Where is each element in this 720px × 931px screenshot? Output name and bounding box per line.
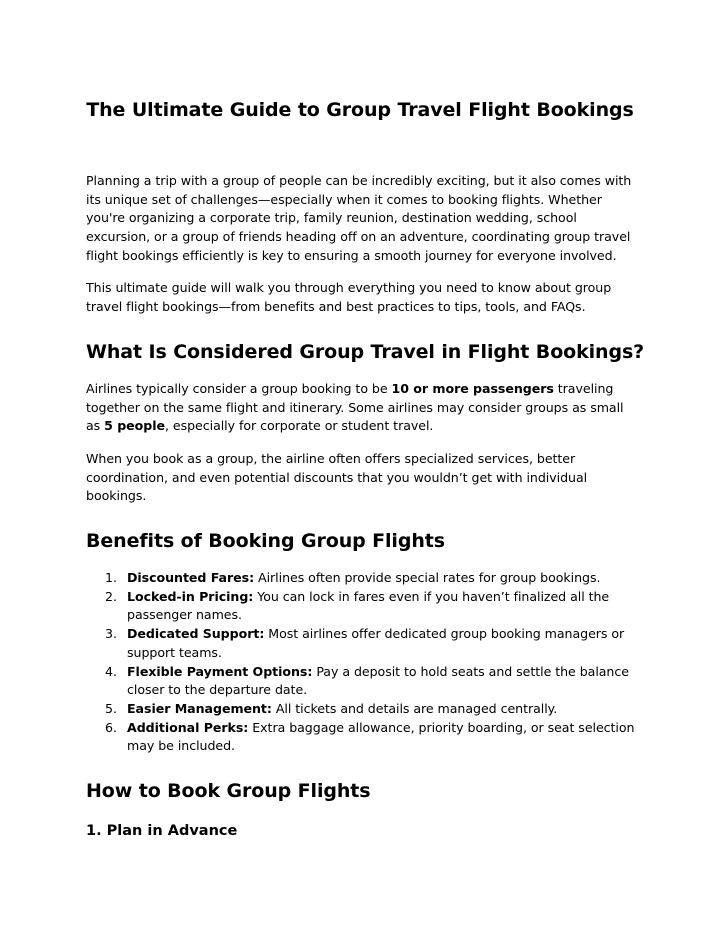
list-item (86, 663, 638, 700)
list-item (86, 719, 638, 756)
list-item-text: Pay a deposit to hold seats and settle the balance closer to the departure date. (127, 663, 629, 698)
list-item-label: Flexible Payment Options: (127, 663, 313, 679)
group-definition-text-e: , especially for corporate or student travel. (164, 418, 434, 434)
list-item (86, 625, 638, 662)
group-definition-text-a: Airlines typically consider a group booking to be (86, 381, 392, 396)
list-item-number: 5. (105, 700, 117, 716)
group-definition-paragraph (86, 380, 638, 436)
section-heading-benefits: Benefits of Booking Group Flights (86, 530, 445, 552)
list-item-text: All tickets and details are managed centrally. (271, 700, 558, 716)
group-definition-text-c: traveling together on the same flight and itinerary. Some airlines may consider groups as small as (86, 381, 624, 434)
benefits-list (86, 569, 638, 756)
intro-paragraph-1: Planning a trip with a group of people can be incredibly exciting, but it also comes with its unique set of challenges—especially when it comes to booking flights. Whether you're organizing a corporate trip, family reunion, destination wedding, school excursion, or a group of friends heading off on an adventure, coordinating group travel flight bookings efficiently is key to ensuring a smooth journey for everyone involved. (86, 173, 632, 263)
list-item (86, 569, 638, 588)
list-item-text: Extra baggage allowance, priority boarding, or seat selection may be included. (127, 719, 635, 754)
list-item-label: Additional Perks: (127, 719, 249, 735)
list-item-text: Airlines often provide special rates for group bookings. (254, 570, 601, 585)
section-heading-group-travel: What Is Considered Group Travel in Flight Bookings? (86, 341, 645, 363)
list-item-number: 6. (105, 719, 117, 735)
list-item-number: 4. (105, 663, 117, 679)
list-item-number: 1. (105, 570, 117, 585)
list-item-number: 3. (105, 626, 117, 642)
list-item-label: Dedicated Support: (127, 626, 265, 642)
list-item (86, 588, 638, 625)
group-services-paragraph: When you book as a group, the airline often offers specialized services, better coordination, and even potential discounts that you wouldn’t get with individual bookings. (86, 451, 588, 504)
list-item-text: You can lock in fares even if you haven’t finalized all the passenger names. (127, 588, 610, 623)
group-definition-bold-passengers: 10 or more passengers (391, 381, 554, 396)
list-item-label: Easier Management: (127, 700, 272, 716)
intro-paragraph-2: This ultimate guide will walk you through everything you need to know about group travel flight bookings—from benefits and best practices to tips, tools, and FAQs. (86, 280, 612, 314)
list-item (86, 700, 638, 719)
list-item-number: 2. (105, 588, 117, 604)
document-title: The Ultimate Guide to Group Travel Flight Bookings (86, 99, 634, 121)
subheading-plan-in-advance: 1. Plan in Advance (86, 823, 238, 839)
section-heading-how-to-book: How to Book Group Flights (86, 780, 371, 802)
list-item-label: Locked-in Pricing: (127, 588, 254, 604)
list-item-text: Most airlines offer dedicated group booking managers or support teams. (127, 626, 625, 660)
group-definition-bold-people: 5 people (104, 418, 165, 434)
list-item-label: Discounted Fares: (127, 570, 255, 585)
